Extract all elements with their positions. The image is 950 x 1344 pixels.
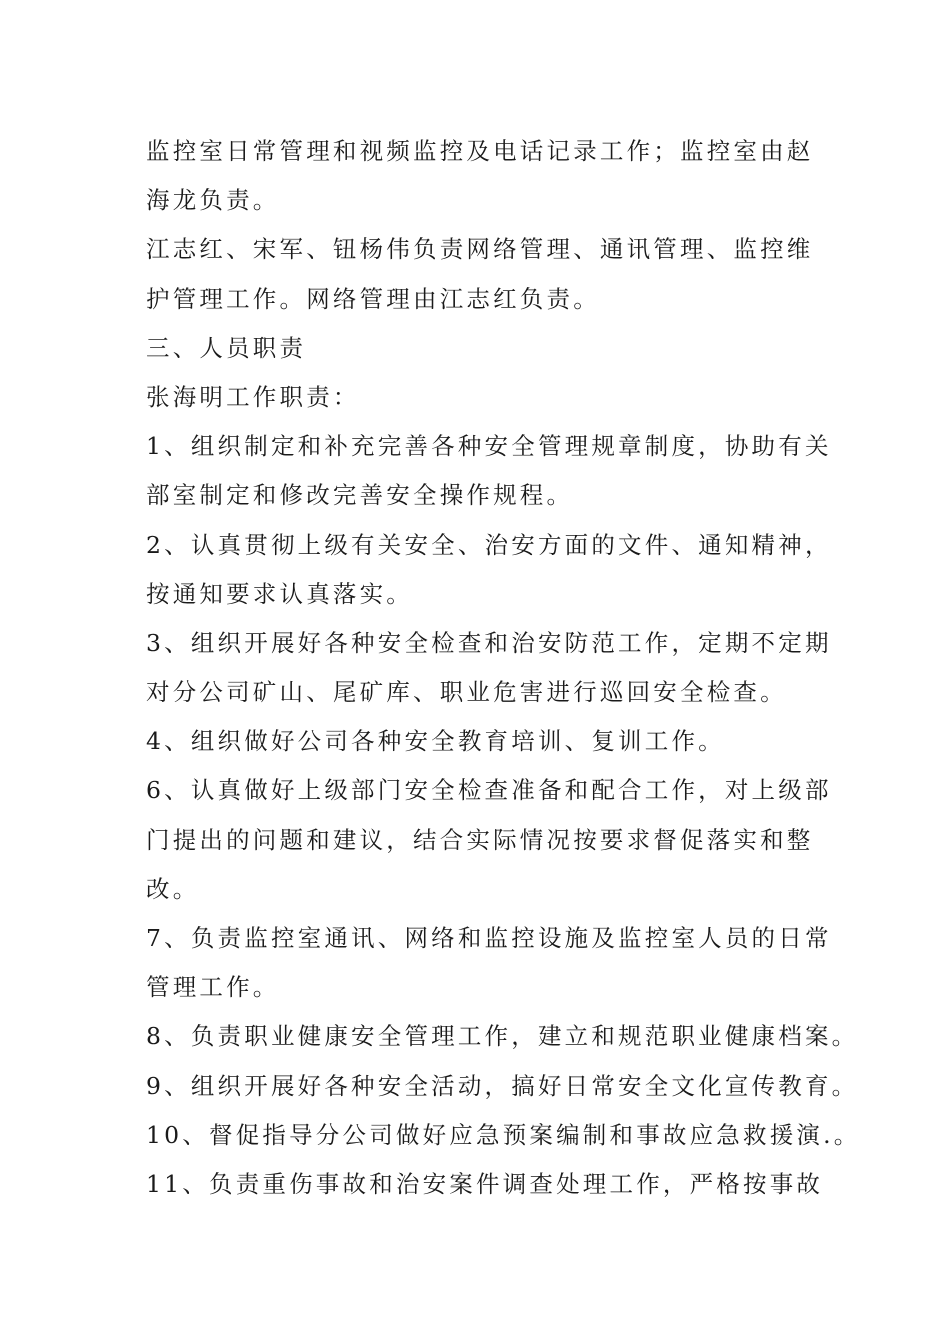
section-heading: 三、人员职责 — [146, 333, 307, 362]
text-line: 7、负责监控室通讯、网络和监控设施及监控室人员的日常 — [146, 924, 832, 952]
text-line: 对分公司矿山、尾矿库、职业危害进行巡回安全检查。 — [146, 678, 787, 707]
document-body — [146, 127, 861, 1209]
text-line: 8、负责职业健康安全管理工作，建立和规范职业健康档案。 — [146, 1022, 859, 1051]
text-line: 江志红、宋军、钮杨伟负责网络管理、通讯管理、监控维 — [146, 235, 814, 264]
text-line: 改。 — [146, 874, 200, 903]
text-line: 1、组织制定和补充完善各种安全管理规章制度，协助有关 — [146, 432, 832, 461]
text-line: 10、督促指导分公司做好应急预案编制和事故应急救援演.。 — [146, 1120, 861, 1149]
text-line: 按通知要求认真落实。 — [146, 579, 413, 608]
text-line: 11、负责重伤事故和治安案件调查处理工作，严格按事故 — [146, 1169, 824, 1198]
text-line: 海龙负责。 — [146, 186, 280, 215]
text-line: 管理工作。 — [146, 973, 280, 1002]
text-line: 4、组织做好公司各种安全教育培训、复训工作。 — [146, 727, 725, 756]
text-line: 门提出的问题和建议，结合实际情况按要求督促落实和整 — [146, 825, 814, 854]
text-line: 监控室日常管理和视频监控及电话记录工作；监控室由赵 — [146, 137, 814, 165]
text-line: 2、认真贯彻上级有关安全、治安方面的文件、通知精神， — [146, 530, 832, 559]
text-line: 6、认真做好上级部门安全检查准备和配合工作，对上级部 — [146, 776, 832, 805]
subsection-heading: 张海明工作职责： — [146, 382, 360, 411]
text-line: 9、组织开展好各种安全活动，搞好日常安全文化宣传教育。 — [146, 1071, 859, 1100]
text-line: 3、组织开展好各种安全检查和治安防范工作，定期不定期 — [146, 628, 832, 657]
text-line: 部室制定和修改完善安全操作规程。 — [146, 481, 574, 510]
text-line: 护管理工作。网络管理由江志红负责。 — [146, 284, 600, 313]
